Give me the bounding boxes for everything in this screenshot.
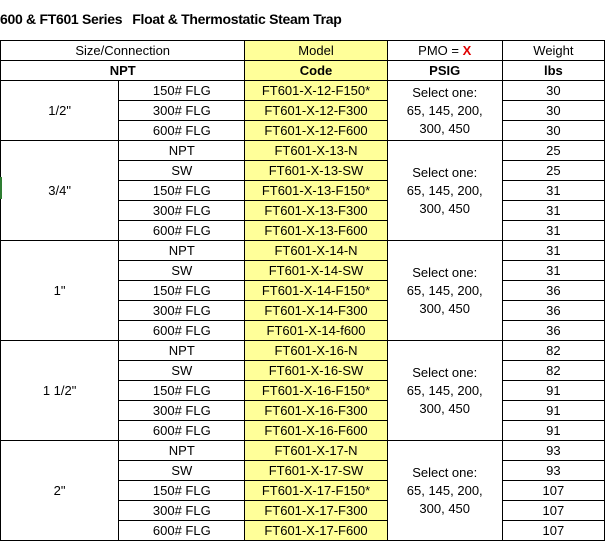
model-code-cell[interactable]: FT601-X-13-F600 [245,221,387,241]
connection-cell[interactable]: NPT [119,341,245,361]
model-code-cell[interactable]: FT601-X-16-F300 [245,401,387,421]
model-code-cell[interactable]: FT601-X-12-F600 [245,121,387,141]
weight-cell[interactable]: 107 [502,481,604,501]
connection-cell[interactable]: 150# FLG [119,81,245,101]
header-model[interactable]: Model [245,41,387,61]
header-code[interactable]: Code [245,61,387,81]
pmo-line: Select one: [412,264,478,280]
table-row [1,441,605,461]
model-code-cell[interactable]: FT601-X-16-F150* [245,381,387,401]
size-cell[interactable]: 1/2" [1,81,119,141]
steam-trap-table [0,40,605,541]
weight-cell[interactable]: 91 [502,401,604,421]
connection-cell[interactable]: 300# FLG [119,301,245,321]
connection-cell[interactable]: NPT [119,441,245,461]
weight-cell[interactable]: 31 [502,221,604,241]
pmo-line: 65, 145, 200, [406,382,483,398]
weight-cell[interactable]: 36 [502,301,604,321]
connection-cell[interactable]: 600# FLG [119,121,245,141]
weight-cell[interactable]: 30 [502,121,604,141]
connection-cell[interactable]: 600# FLG [119,321,245,341]
model-code-cell[interactable]: FT601-X-14-f600 [245,321,387,341]
pmo-line: Select one: [412,364,478,380]
header-row-1 [1,41,605,61]
header-weight[interactable]: Weight [502,41,604,61]
pmo-line: 300, 450 [419,200,471,216]
connection-cell[interactable]: SW [119,461,245,481]
model-code-cell[interactable]: FT601-X-17-N [245,441,387,461]
table-row [1,141,605,161]
model-code-cell[interactable]: FT601-X-17-F300 [245,501,387,521]
weight-cell[interactable]: 93 [502,441,604,461]
header-lbs[interactable]: lbs [502,61,604,81]
weight-cell[interactable]: 25 [502,161,604,181]
sheet-title [0,11,342,27]
table-row [1,241,605,261]
weight-cell[interactable]: 82 [502,361,604,381]
connection-cell[interactable]: 150# FLG [119,481,245,501]
header-psig[interactable]: PSIG [387,61,502,81]
pmo-line: Select one: [412,84,478,100]
weight-cell[interactable]: 91 [502,421,604,441]
model-code-cell[interactable]: FT601-X-16-F600 [245,421,387,441]
pmo-cell[interactable] [387,241,502,341]
model-code-cell[interactable]: FT601-X-14-SW [245,261,387,281]
connection-cell[interactable]: 150# FLG [119,281,245,301]
pmo-line: 65, 145, 200, [406,102,483,118]
model-code-cell[interactable]: FT601-X-13-SW [245,161,387,181]
table-row [1,81,605,101]
model-code-cell[interactable]: FT601-X-14-F300 [245,301,387,321]
header-pmo-x: X [462,42,472,58]
size-cell[interactable]: 1 1/2" [1,341,119,441]
series-subtitle: Float & Thermostatic Steam Trap [132,11,342,27]
weight-cell[interactable]: 31 [502,241,604,261]
pmo-line: 300, 450 [419,400,471,416]
connection-cell[interactable]: SW [119,161,245,181]
model-code-cell[interactable]: FT601-X-17-F150* [245,481,387,501]
table-row [1,341,605,361]
model-code-cell[interactable]: FT601-X-12-F150* [245,81,387,101]
connection-cell[interactable]: 150# FLG [119,181,245,201]
weight-cell[interactable]: 93 [502,461,604,481]
header-pmo-label: PMO = [418,42,463,58]
pmo-cell[interactable] [387,341,502,441]
pmo-line: 300, 450 [419,300,471,316]
title-bar [0,0,606,40]
weight-cell[interactable]: 30 [502,81,604,101]
weight-cell[interactable]: 36 [502,321,604,341]
connection-cell[interactable]: SW [119,361,245,381]
connection-cell[interactable]: NPT [119,241,245,261]
model-code-cell[interactable]: FT601-X-16-SW [245,361,387,381]
model-code-cell[interactable]: FT601-X-12-F300 [245,101,387,121]
model-code-cell[interactable]: FT601-X-13-F150* [245,181,387,201]
pmo-line: 300, 450 [419,500,471,516]
pmo-cell[interactable] [387,81,502,141]
pmo-line: 65, 145, 200, [406,282,483,298]
series-title: 600 & FT601 Series [0,11,123,27]
pmo-line: 300, 450 [419,120,471,136]
model-code-cell[interactable]: FT601-X-14-F150* [245,281,387,301]
header-pmo[interactable] [387,41,502,61]
header-npt[interactable]: NPT [1,61,245,81]
model-code-cell[interactable]: FT601-X-14-N [245,241,387,261]
connection-cell[interactable]: 150# FLG [119,381,245,401]
weight-cell[interactable]: 82 [502,341,604,361]
size-cell[interactable]: 1" [1,241,119,341]
model-code-cell[interactable]: FT601-X-13-N [245,141,387,161]
pmo-cell[interactable] [387,441,502,541]
pmo-line: Select one: [412,164,478,180]
pmo-line: Select one: [412,464,478,480]
weight-cell[interactable]: 107 [502,521,604,541]
weight-cell[interactable]: 30 [502,101,604,121]
model-code-cell[interactable]: FT601-X-17-F600 [245,521,387,541]
weight-cell[interactable]: 31 [502,261,604,281]
connection-cell[interactable]: 600# FLG [119,421,245,441]
row-selection-marker [0,177,2,199]
weight-cell[interactable]: 91 [502,381,604,401]
model-code-cell[interactable]: FT601-X-16-N [245,341,387,361]
weight-cell[interactable]: 36 [502,281,604,301]
pmo-line: 65, 145, 200, [406,182,483,198]
connection-cell[interactable]: 600# FLG [119,221,245,241]
size-cell[interactable]: 3/4" [1,141,119,241]
connection-cell[interactable]: 300# FLG [119,501,245,521]
weight-cell[interactable]: 107 [502,501,604,521]
connection-cell[interactable]: NPT [119,141,245,161]
pmo-line: 65, 145, 200, [406,482,483,498]
connection-cell[interactable]: SW [119,261,245,281]
weight-cell[interactable]: 31 [502,201,604,221]
size-cell[interactable]: 2" [1,441,119,541]
weight-cell[interactable]: 25 [502,141,604,161]
pmo-cell[interactable] [387,141,502,241]
connection-cell[interactable]: 300# FLG [119,201,245,221]
connection-cell[interactable]: 600# FLG [119,521,245,541]
model-code-cell[interactable]: FT601-X-13-F300 [245,201,387,221]
connection-cell[interactable]: 300# FLG [119,401,245,421]
connection-cell[interactable]: 300# FLG [119,101,245,121]
model-code-cell[interactable]: FT601-X-17-SW [245,461,387,481]
header-size-connection[interactable]: Size/Connection [1,41,245,61]
weight-cell[interactable]: 31 [502,181,604,201]
header-row-2 [1,61,605,81]
